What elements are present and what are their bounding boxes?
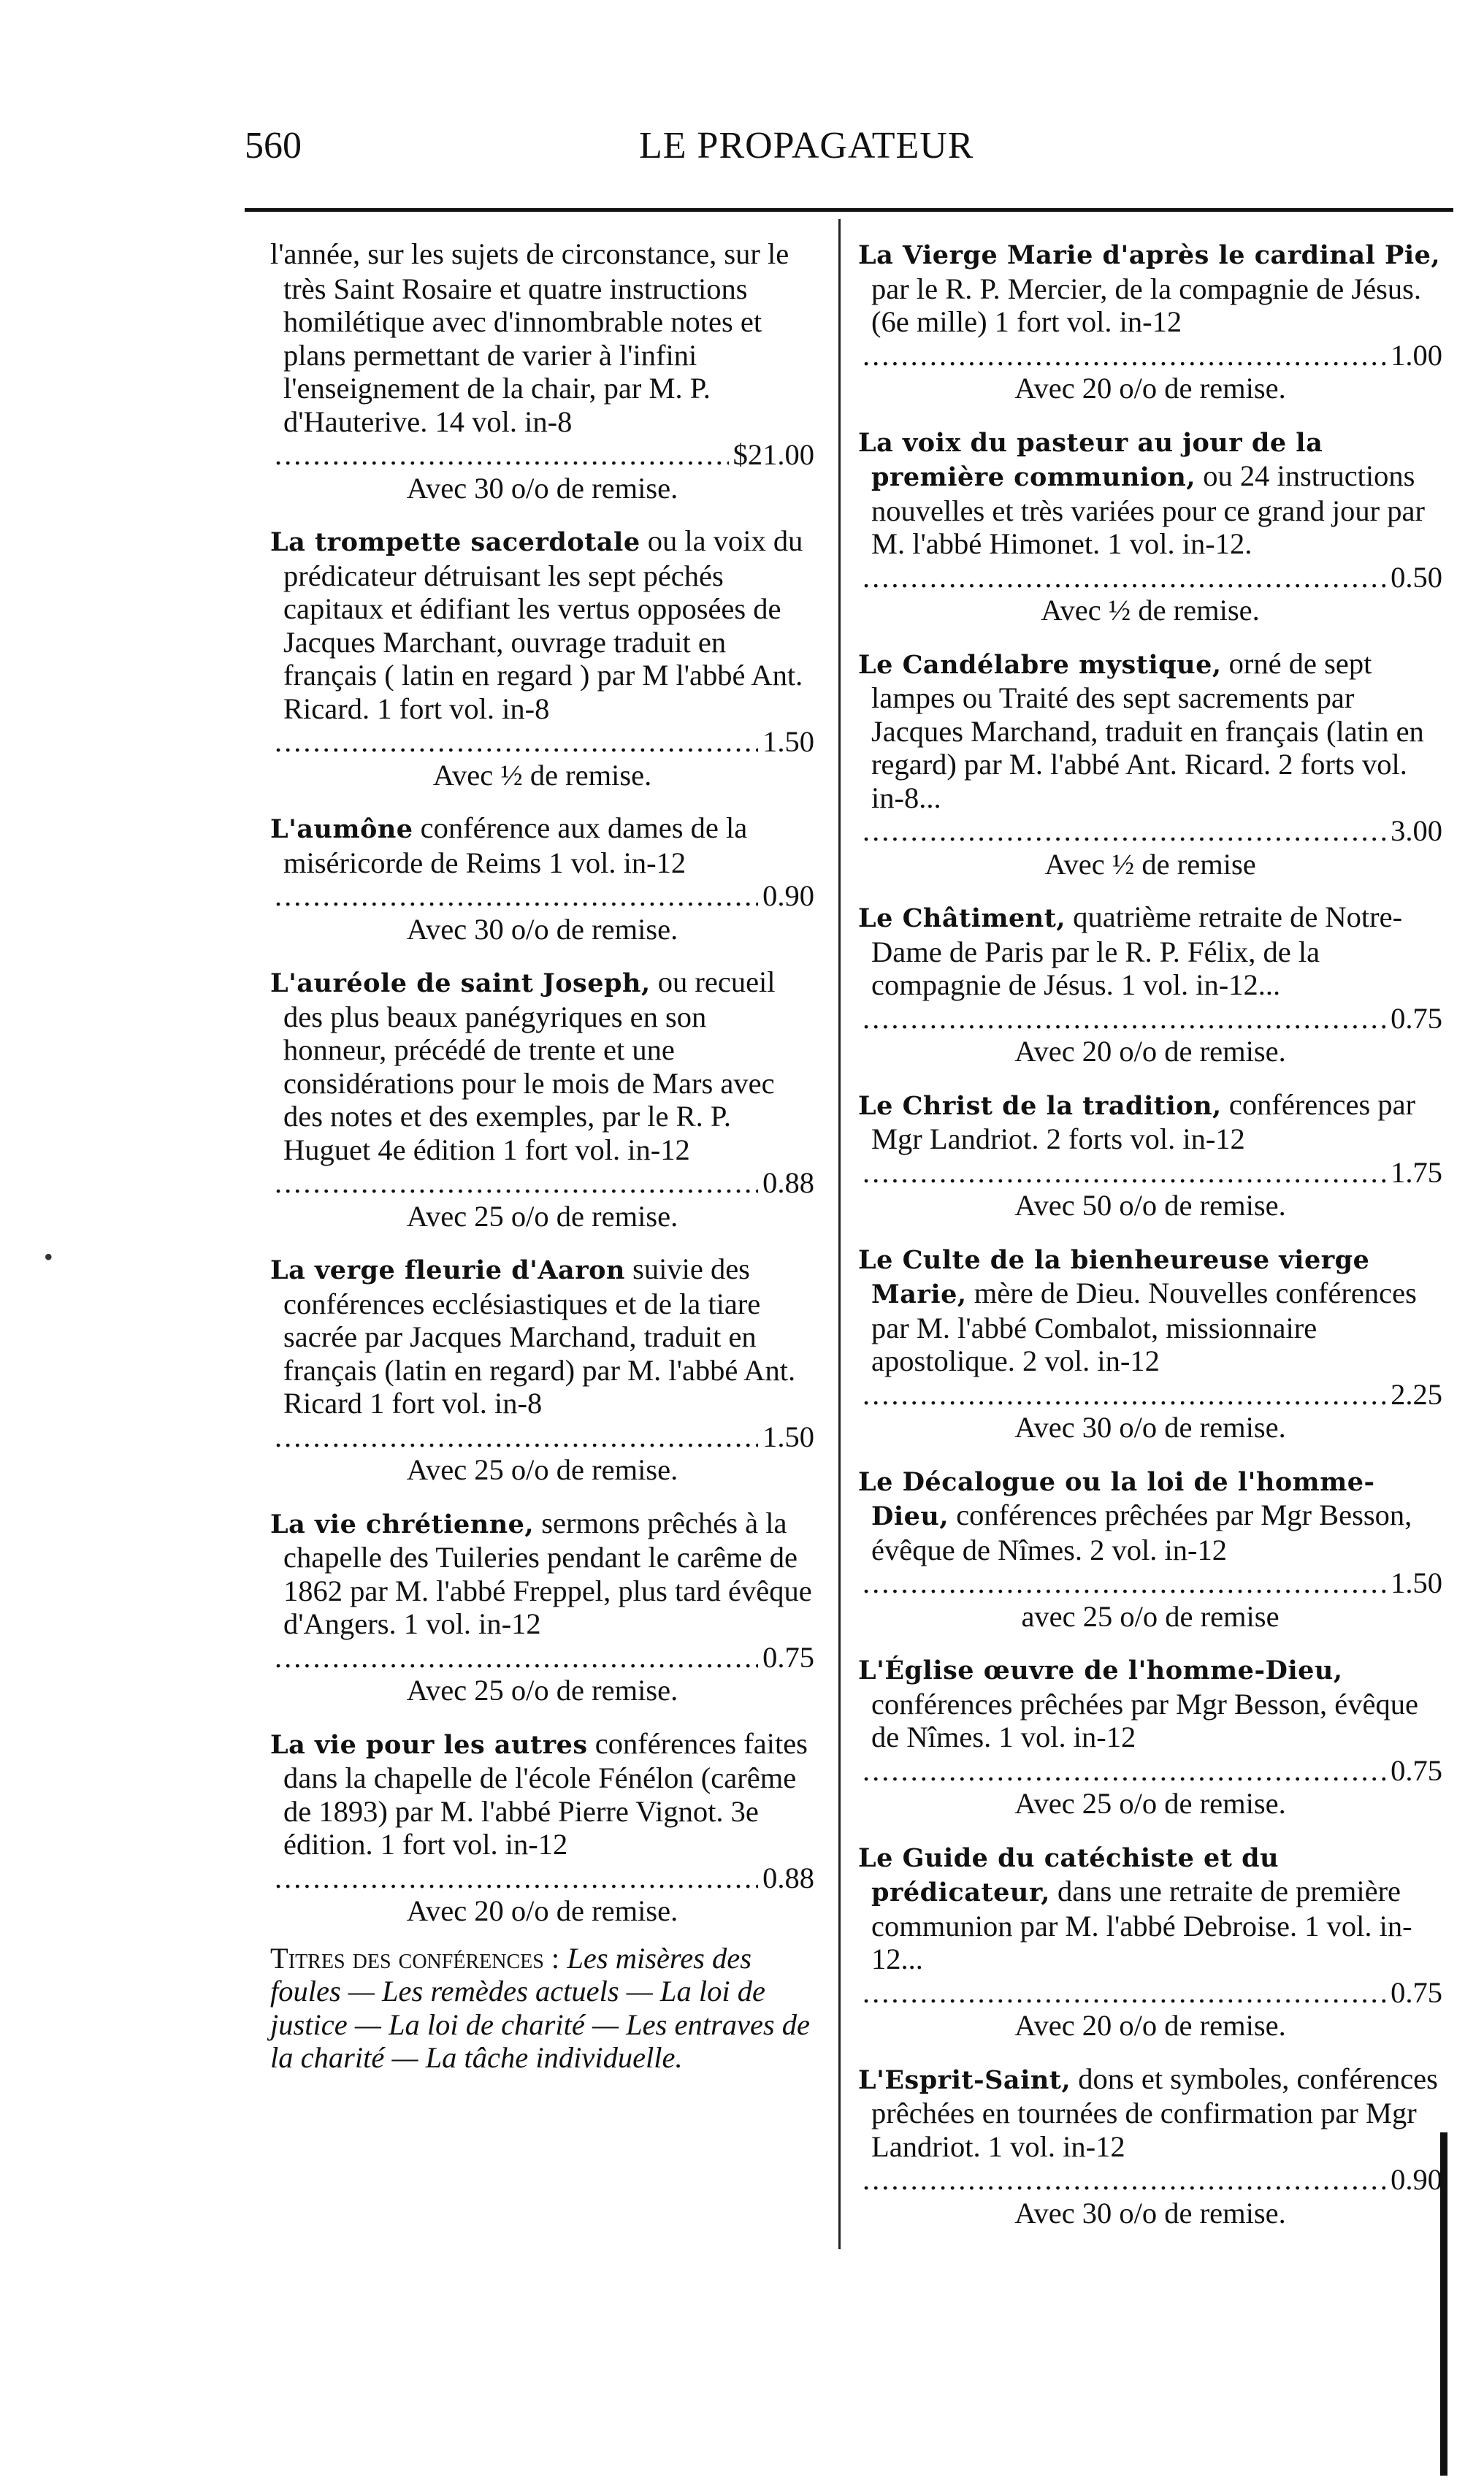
entry-discount: Avec 25 o/o de remise.: [406, 1453, 678, 1486]
entry-discount: Avec 20 o/o de remise.: [1014, 372, 1286, 405]
conference-titles-note: [270, 1942, 814, 2075]
entry-title: La verge fleurie d'Aaron: [270, 1255, 625, 1285]
entry-description: conférences faites dans la chapelle de l'école Fénélon (carême de 1893) par M. l'abbé Pierre Vignot. 3e édition. 1 fort vol. in-12: [283, 1726, 808, 1861]
entry-discount: Avec 25 o/o de remise.: [406, 1674, 678, 1707]
entry-price: 1.50: [1391, 1566, 1442, 1599]
entry-price: 1.75: [1391, 1155, 1442, 1189]
entry-title: L'auréole de saint Joseph,: [270, 968, 651, 998]
entry-description: ou la voix du prédicateur détruisant les sept péchés capitaux et édifiant les vertus opposées de Jacques Marchant, ouvrage traduit en français ( latin en regard ) par M l'abbé Ant. Ricard. 1 fort vol. in-8: [283, 524, 803, 725]
entry-discount: avec 25 o/o de remise: [1021, 1599, 1280, 1633]
entry-discount: Avec 20 o/o de remise.: [1014, 2009, 1286, 2042]
entry-discount: Avec 25 o/o de remise.: [406, 1199, 678, 1233]
entry-description: sermons prêchés à la chapelle des Tuileries pendant le carême de 1862 par M. l'abbé Freppel, plus tard évêque d'Angers. 1 vol. in-12: [283, 1506, 812, 1640]
entry-price: 0.50: [1391, 560, 1442, 594]
entry-description: ou recueil des plus beaux panégyriques en son honneur, précédé de trente et une considérations pour le mois de Mars avec des notes et des exemples, par le R. P. Huguet 4e édition 1 fort vol. in-12: [283, 965, 776, 1166]
entry-description: suivie des conférences ecclésiastiques et de la tiare sacrée par Jacques Marchand, traduit en français (latin en regard) par M. l'abbé Ant. Ricard 1 fort vol. in-8: [283, 1252, 796, 1420]
entry-discount: Avec ½ de remise: [1044, 847, 1256, 881]
entry-description: conférences prêchées par Mgr Besson, évêque de Nîmes. 1 vol. in-12: [871, 1687, 1418, 1753]
entry-title: L'Église œuvre de l'homme-Dieu,: [858, 1656, 1343, 1685]
entry-price: 1.50: [762, 725, 814, 758]
entry-title: La voix du pasteur au jour de la première communion,: [858, 427, 1323, 492]
catalog-entry: [858, 1653, 1442, 1821]
left-column: [270, 237, 814, 2075]
catalog-entry: [858, 237, 1442, 405]
entry-discount: Avec 20 o/o de remise.: [406, 1894, 678, 1927]
catalog-entry: [858, 647, 1442, 881]
entry-title: Le Guide du catéchiste et du prédicateur,: [858, 1842, 1280, 1907]
entry-price: 0.75: [1391, 1753, 1442, 1787]
catalog-entry: [858, 1242, 1442, 1444]
entry-price: 0.90: [762, 879, 814, 912]
catalog-entry: [858, 1464, 1442, 1634]
running-title: LE PROPAGATEUR: [639, 125, 974, 167]
entry-price: 1.50: [762, 1420, 814, 1453]
margin-dot: •: [44, 1242, 53, 1271]
catalog-entry: [270, 237, 814, 505]
entry-price: 0.75: [1391, 1001, 1442, 1035]
entry-title: Le Christ de la tradition,: [858, 1090, 1222, 1121]
header-rule: [245, 208, 1453, 212]
column-divider: [838, 219, 841, 2249]
entry-description: conférences par Mgr Landriot. 2 forts vol. in-12: [871, 1087, 1416, 1155]
page-number: 560: [245, 125, 302, 167]
entry-price: 0.75: [1391, 1975, 1442, 2009]
entry-title: La Vierge Marie d'après le cardinal Pie,: [858, 240, 1441, 270]
entry-title: L'aumône: [270, 814, 413, 844]
entry-discount: Avec 50 o/o de remise.: [1014, 1189, 1286, 1222]
catalog-entry: [270, 965, 814, 1233]
entry-title: Le Culte de la bienheureuse vierge Marie,: [858, 1244, 1370, 1309]
catalog-entry: [270, 1727, 814, 1928]
entry-discount: Avec 30 o/o de remise.: [406, 471, 678, 505]
catalog-entry: [858, 900, 1442, 1068]
catalog-entry: [270, 524, 814, 792]
entry-description: ou 24 instructions nouvelles et très variées pour ce grand jour par M. l'abbé Himonet. 1 vol. in-12.: [871, 459, 1425, 560]
entry-discount: Avec 25 o/o de remise.: [1014, 1787, 1286, 1820]
entry-title: L'Esprit-Saint,: [858, 2064, 1071, 2095]
entry-price: 3.00: [1391, 814, 1442, 847]
page-header: [245, 124, 1450, 183]
entry-description: dons et symboles, conférences prêchées en tournées de confirmation par Mgr Landriot. 1 vol. in-12: [871, 2062, 1438, 2163]
entry-description: orné de sept lampes ou Traité des sept sacrements par Jacques Marchand, traduit en français (latin en regard) par M. l'abbé Ant. Ricard. 2 forts vol. in-8...: [871, 646, 1424, 814]
entry-title: La vie chrétienne,: [270, 1509, 535, 1539]
entry-price: $21.00: [733, 438, 814, 471]
entry-discount: Avec 30 o/o de remise.: [1014, 1411, 1286, 1444]
right-column: [858, 237, 1442, 2249]
entry-description: dans une retraite de première communion par M. l'abbé Debroise. 1 vol. in-12...: [871, 1875, 1412, 1975]
entry-title: La trompette sacerdotale: [270, 527, 640, 557]
entry-description: mère de Dieu. Nouvelles conférences par M. l'abbé Combalot, missionnaire apostolique. 2 vol. in-12: [871, 1277, 1417, 1377]
catalog-entry: [270, 1252, 814, 1487]
entry-discount: Avec 30 o/o de remise.: [1014, 2196, 1286, 2230]
entry-price: 2.25: [1391, 1377, 1442, 1411]
entry-discount: Avec ½ de remise.: [432, 758, 652, 792]
note-text: Les misères des foules — Les remèdes actuels — La loi de justice — La loi de charité — Les entraves de la charité — La tâche individuelle.: [270, 1941, 811, 2074]
entry-description: conférences prêchées par Mgr Besson, évêque de Nîmes. 2 vol. in-12: [871, 1499, 1412, 1566]
entry-description: conférence aux dames de la miséricorde de Reims 1 vol. in-12: [283, 811, 748, 879]
entry-title: La vie pour les autres: [270, 1729, 588, 1760]
catalog-entry: [270, 811, 814, 946]
entry-price: 1.00: [1391, 338, 1442, 372]
note-lead: Titres des conférences :: [270, 1941, 560, 1975]
entry-discount: Avec 30 o/o de remise.: [406, 912, 678, 946]
catalog-entry: [270, 1507, 814, 1707]
entry-discount: Avec ½ de remise.: [1041, 594, 1260, 627]
entry-title: Le Décalogue ou la loi de l'homme-Dieu,: [858, 1466, 1375, 1531]
entry-description: par le R. P. Mercier, de la compagnie de Jésus. (6e mille) 1 fort vol. in-12: [871, 272, 1422, 338]
catalog-entry: [858, 2062, 1442, 2230]
entry-price: 0.88: [762, 1166, 814, 1199]
entry-description: l'année, sur les sujets de circonstance, sur le très Saint Rosaire et quatre instructions homilétique avec d'innombrable notes et plans permettant de varier à l'infini l'enseignement de la chair, par M. P. d'Hauterive. 14 vol. in-8: [270, 237, 789, 438]
entry-title: Le Châtiment,: [858, 903, 1066, 933]
entry-price: 0.75: [762, 1640, 814, 1674]
catalog-entry: [858, 1840, 1442, 2043]
entry-description: quatrième retraite de Notre-Dame de Paris par le R. P. Félix, de la compagnie de Jésus. 1 vol. in-12...: [871, 900, 1403, 1001]
entry-price: 0.88: [762, 1861, 814, 1894]
entry-title: Le Candélabre mystique,: [858, 649, 1222, 680]
catalog-entry: [858, 425, 1442, 627]
entry-discount: Avec 20 o/o de remise.: [1014, 1035, 1286, 1068]
entry-price: 0.90: [1391, 2163, 1442, 2196]
catalog-entry: [858, 1088, 1442, 1222]
